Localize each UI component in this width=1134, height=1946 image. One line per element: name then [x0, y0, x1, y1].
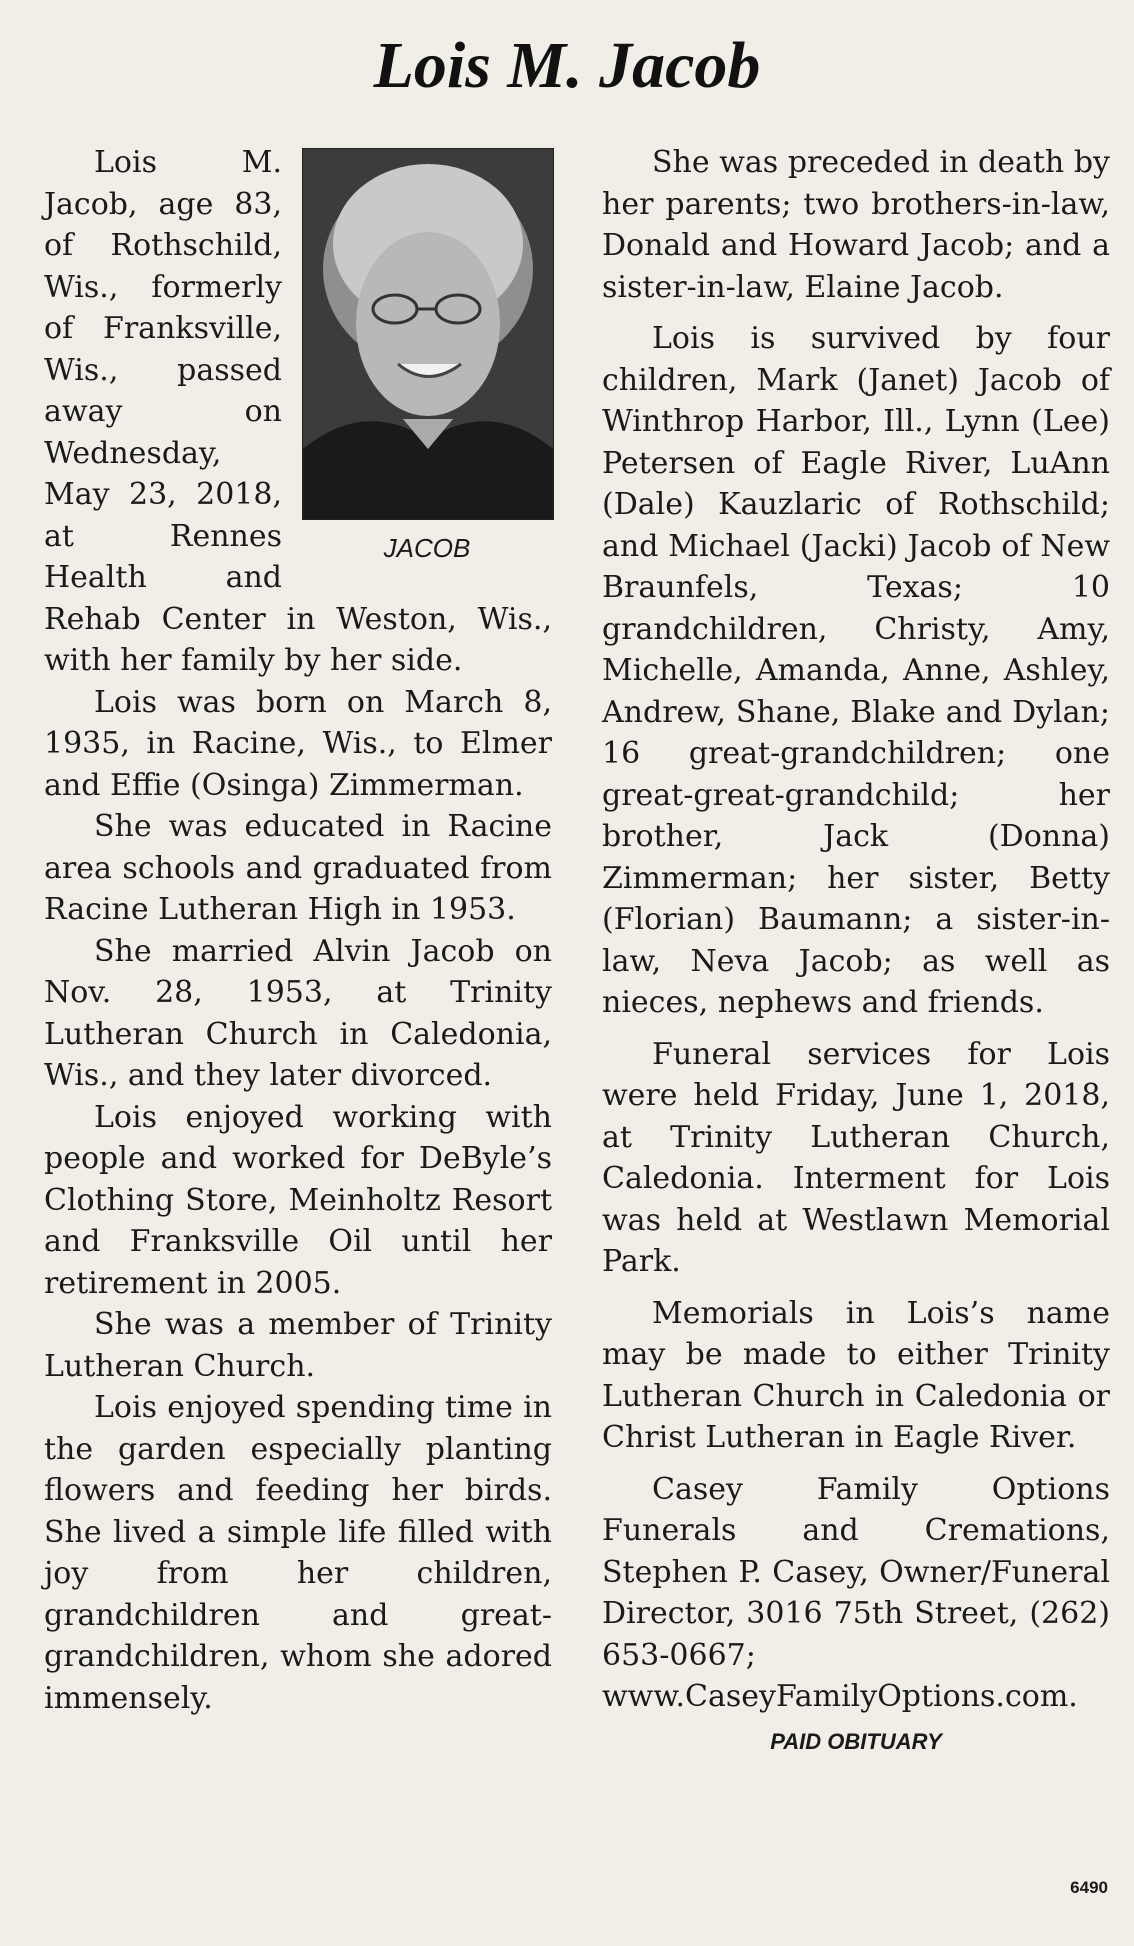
paragraph-education: She was educated in Racine area schools and graduated from Racine Lutheran High in 1953.	[44, 809, 552, 927]
paragraph-funeral-home: Casey Family Options Funerals and Cremations, Stephen P. Casey, Owner/Funeral Director, 3016 75th Street, (262) 653-0667; www.CaseyFamilyOptions.com.	[602, 1471, 1110, 1714]
portrait-photo	[302, 148, 554, 520]
paragraph-preceded: She was preceded in death by her parents; two brothers-in-law, Donald and Howard Jacob; and a sister-in-law, Elaine Jacob.	[602, 145, 1110, 305]
photo-caption: JACOB	[383, 533, 471, 563]
paragraph-work: Lois enjoyed working with people and worked for DeByle’s Clothing Store, Meinholtz Resort and Franksville Oil until her retirement in 2005.	[44, 1099, 552, 1301]
portrait-illustration	[303, 149, 553, 519]
paragraph-church: She was a member of Trinity Lutheran Church.	[44, 1307, 552, 1384]
right-column	[602, 142, 1110, 1756]
ad-code: 6490	[1070, 1878, 1108, 1897]
paragraph-birth: Lois was born on March 8, 1935, in Racine, Wis., to Elmer and Effie (Osinga) Zimmerman.	[44, 684, 552, 803]
paid-obituary-label: PAID OBITUARY	[770, 1728, 942, 1754]
paragraph-services: Funeral services for Lois were held Friday, June 1, 2018, at Trinity Lutheran Church, Caledonia. Interment for Lois was held at Westlawn Memorial Park.	[602, 1036, 1110, 1279]
photo-block	[302, 148, 552, 564]
paragraph-intro: Lois M. Jacob, age 83, of Rothschild, Wis., formerly of Franksville, Wis., passed away on Wednesday, May 23, 2018, at Rennes Health and Rehab Center in Weston, Wis., with her family by her side.	[44, 145, 552, 678]
paragraph-survived: Lois is survived by four children, Mark (Janet) Jacob of Winthrop Harbor, Ill., Lynn (Lee) Petersen of Eagle River, LuAnn (Dale) Kauzlaric of Rothschild; and Michael (Jacki) Jacob of New Braunfels, Texas; 10 grandchildren, Christy, Amy, Michelle, Amanda, Anne, Ashley, Andrew, Shane, Blake and Dylan; 16 great-grandchildren; one great-great-grandchild; her brother, Jack (Donna) Zimmerman; her sister, Betty (Florian) Baumann; a sister-in-law, Neva Jacob; as well as nieces, nephews and friends.	[602, 321, 1110, 1020]
obituary-title: Lois M. Jacob	[373, 29, 761, 102]
paragraph-marriage: She married Alvin Jacob on Nov. 28, 1953, at Trinity Lutheran Church in Caledonia, Wis., and they later divorced.	[44, 933, 552, 1093]
paragraph-memorials: Memorials in Lois’s name may be made to either Trinity Lutheran Church in Caledonia or Christ Lutheran in Eagle River.	[602, 1295, 1110, 1455]
left-column	[44, 142, 552, 1719]
paragraph-hobbies: Lois enjoyed spending time in the garden especially planting flowers and feeding her birds. She lived a simple life filled with joy from her children, grandchildren and great-grandchildren, whom she adored immensely.	[44, 1390, 552, 1716]
